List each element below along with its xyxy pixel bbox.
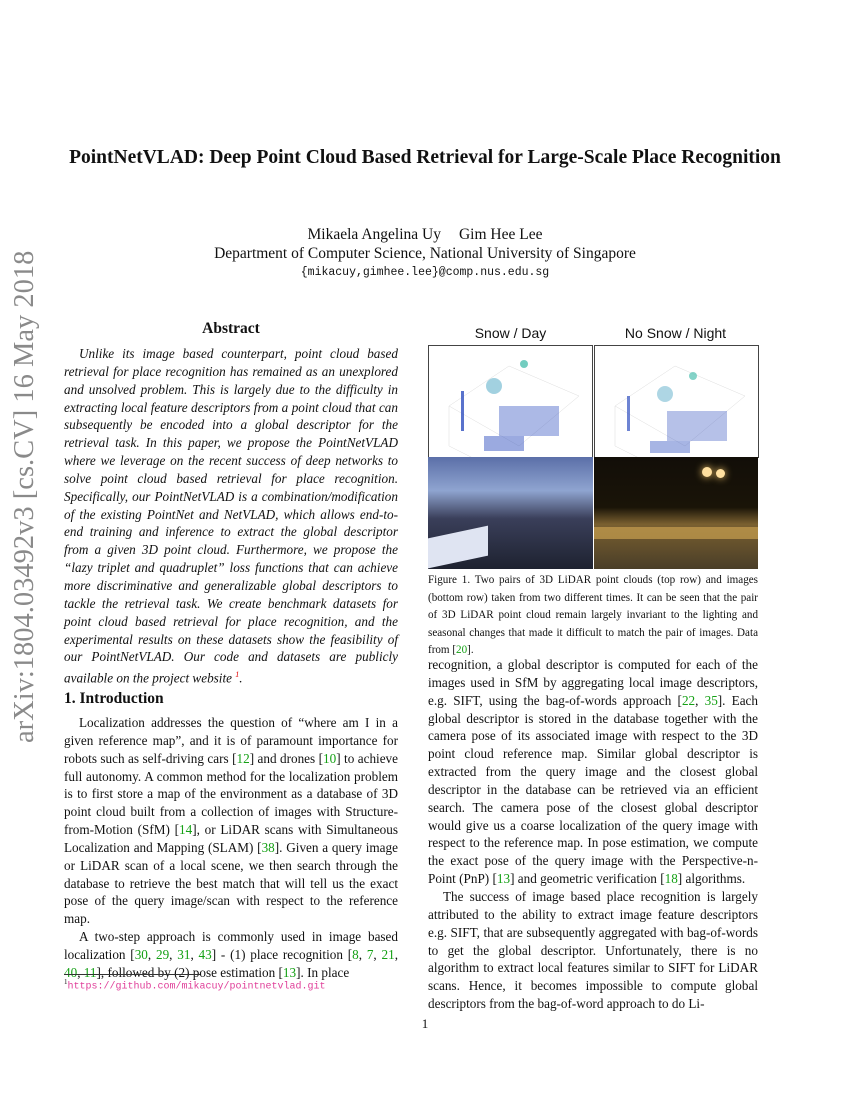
right-column-text — [428, 656, 758, 1013]
figure-1 — [428, 325, 758, 570]
introduction-text — [64, 714, 398, 982]
citation-link[interactable]: 38 — [261, 839, 275, 855]
text-run: ]. Each global descriptor is stored in the database together with the camera pose of its associated image with respect to the 3D point cloud reference map. Similar global descriptor is extracted from the query image and the closest global descriptor in the database can be retrieved via an efficient search. The camera pose of the closest global descriptor would give us a coarse localization of the query image with respect to the reference map. In pose estimation, we compute the exact pose of the query image with the Perspective-n-Point (PnP) [ — [428, 692, 758, 887]
text-run: ] and drones [ — [249, 750, 324, 766]
abstract-heading: Abstract — [202, 320, 260, 337]
introduction-heading: 1. Introduction — [64, 690, 164, 707]
email: {mikacuy,gimhee.lee}@comp.nus.edu.sg — [300, 266, 550, 279]
paragraph — [428, 656, 758, 888]
text-run: ] - (1) place recognition [ — [211, 946, 353, 962]
citation-link[interactable]: 13 — [496, 871, 511, 887]
citation-link[interactable]: 7 — [366, 946, 374, 962]
text-run: , — [169, 946, 178, 962]
text-run: Localization addresses the question of “where am I in a given reference map”, and it is of paramount importance for robots such as self-driving cars [ — [64, 715, 398, 766]
citation-link[interactable]: 43 — [198, 946, 212, 962]
citation-link[interactable]: 10 — [323, 750, 337, 766]
text-run: , — [695, 692, 705, 708]
text-run: ], or LiDAR scans with Simultaneous Localization and Mapping (SLAM) [ — [64, 822, 398, 855]
citation-link[interactable]: 40 — [64, 964, 78, 980]
authors — [0, 226, 850, 244]
paper-title: PointNetVLAD: Deep Point Cloud Based Retrieval for Large-Scale Place Recognition — [69, 147, 781, 168]
citation-link[interactable]: 11 — [83, 964, 97, 980]
figure-label-no-snow-night: No Snow / Night — [624, 325, 727, 341]
text-run: , — [147, 946, 156, 962]
citation-link[interactable]: 14 — [179, 822, 193, 838]
paragraph — [64, 345, 398, 687]
author: Mikaela Angelina Uy — [307, 226, 441, 243]
text-run: The success of image based place recognition is largely attributed to the ability to extract image feature descriptors e.g. SIFT, that are subsequently aggregated with bag-of-words to get the global descriptor. Unfortunately, there is no algorithm to extract local features similar to SIFT for LiDAR scans. Hence, it becomes impossible to compute global descriptors from the bag-of-word approach to do Li- — [428, 888, 758, 1012]
text-run: ]. Given a query image or LiDAR scan of a local scene, we then search through the database to retrieve the best match that will tell us the exact pose of the query image/scan with respect to the reference map. — [64, 839, 398, 927]
paragraph — [428, 888, 758, 1013]
text-run: Figure 1. Two pairs of 3D LiDAR point clouds (top row) and images (bottom row) taken from two different times. It can be seen that the pair of 3D LiDAR point cloud remain largely invariant to the lighting and seasonal changes that made it difficult to match the pair of images. Data from [ — [428, 574, 758, 656]
point-cloud-snow-day — [428, 345, 593, 458]
citation-link[interactable]: 31 — [177, 946, 191, 962]
text-run: ], followed by (2) pose estimation [ — [96, 964, 283, 980]
footnote-ref[interactable]: 1 — [235, 670, 240, 680]
text-run: A two-step approach is commonly used in image based localization [ — [64, 929, 398, 962]
page-number: 1 — [421, 1016, 429, 1031]
citation-link[interactable]: 30 — [134, 946, 148, 962]
text-run: Unlike its image based counterpart, point cloud based retrieval for place recognition has remained as an unexplored and unsolved problem. This is largely due to the difficulty in extracting local feature descriptors from a point cloud that can subsequently be encoded into a global descriptor for the retrieval task. In this paper, we propose the PointNetVLAD where we leverage on the recent success of deep networks to solve point cloud based retrieval for place recognition. Specifically, our PointNetVLAD is a combination/modification of the existing PointNet and NetVLAD, which allows end-to-end training and inference to extract the global descriptor from a given 3D point cloud. Furthermore, we propose the “lazy triplet and quadruplet” loss functions that can achieve more discriminative and generalizable global descriptors to tackle the retrieval task. We create benchmark datasets for point cloud based retrieval for place recognition, and the experimental results on these datasets show the feasibility of our PointNetVLAD. Our code and datasets are publicly available on the project website — [64, 346, 398, 686]
citation-link[interactable]: 8 — [352, 946, 359, 962]
text-run: ] and geometric verification [ — [510, 871, 665, 887]
footnote-mark: 1 — [64, 978, 68, 986]
citation-link[interactable]: 18 — [664, 871, 678, 887]
figure-label-snow-day: Snow / Day — [474, 325, 547, 341]
footnote — [64, 978, 326, 992]
citation-link[interactable]: 22 — [681, 692, 696, 708]
author: Gim Hee Lee — [458, 226, 543, 243]
figure-caption — [428, 572, 758, 660]
text-run: , — [190, 946, 199, 962]
arxiv-stamp: arXiv:1804.03492v3 [cs.CV] 16 May 2018 — [9, 250, 40, 743]
point-cloud-night — [594, 345, 759, 458]
camera-image-night — [594, 457, 758, 569]
citation-link[interactable]: 12 — [236, 750, 250, 766]
text-run: ] to achieve full autonomy. A common method for the localization problem is to first store a map of the environment as a database of 3D point cloud built from a collection of images with Structure-from-Motion (SfM) [ — [64, 750, 399, 838]
text-run: , — [358, 946, 367, 962]
text-run: , — [394, 946, 398, 962]
project-url-link[interactable]: https://github.com/mikacuy/pointnetvlad.git — [67, 981, 326, 993]
text-run: recognition, a global descriptor is computed for each of the images used in SfM by aggregating local image descriptors, e.g. SIFT, using the bag-of-words approach [ — [428, 657, 758, 708]
text-run: , — [77, 964, 84, 980]
paragraph — [64, 714, 398, 928]
citation-link[interactable]: 21 — [381, 946, 395, 962]
citation-link[interactable]: 13 — [282, 964, 297, 980]
text-run: . — [239, 670, 243, 686]
text-run: ]. — [467, 644, 474, 656]
text-run: ]. In place — [296, 964, 350, 980]
citation-link[interactable]: 29 — [155, 946, 170, 962]
abstract-text — [64, 345, 398, 687]
text-run: , — [373, 946, 382, 962]
text-run: ] algorithms. — [677, 871, 746, 887]
citation-link[interactable]: 35 — [704, 692, 718, 708]
citation-link[interactable]: 20 — [456, 644, 468, 656]
camera-image-snow-day — [428, 457, 593, 569]
affiliation: Department of Computer Science, National University of Singapore — [214, 245, 636, 262]
footnote-rule — [64, 974, 200, 975]
